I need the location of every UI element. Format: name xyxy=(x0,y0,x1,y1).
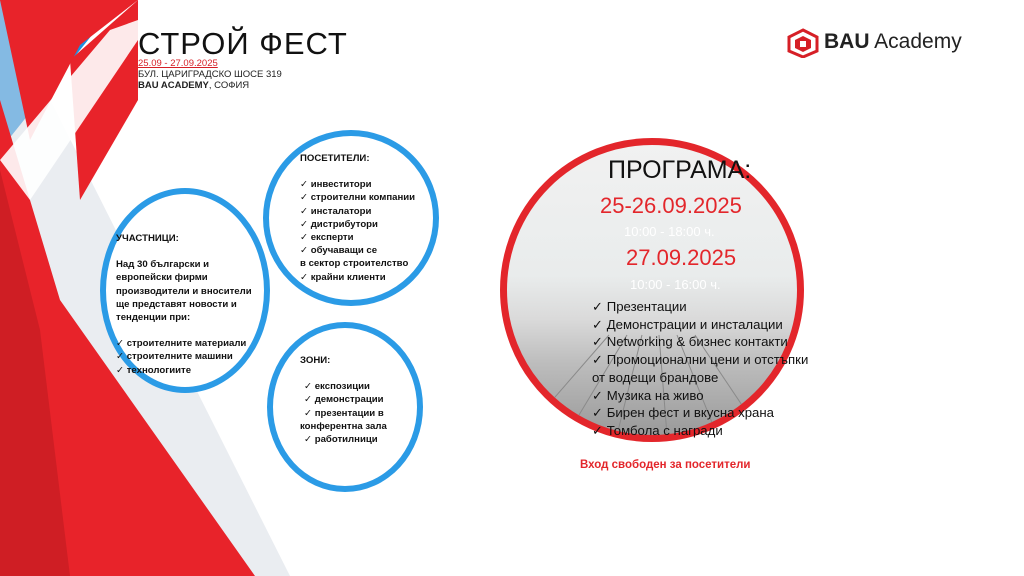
participants-list xyxy=(116,337,266,377)
participants-intro-1: Над 30 български и xyxy=(116,259,210,271)
zones-item: ✓ презентации в xyxy=(304,407,418,420)
event-dates: 25.09 - 27.09.2025 xyxy=(138,58,218,69)
visitors-item: ✓ инсталатори xyxy=(300,205,435,218)
zones-continuation: конферентна зала xyxy=(300,420,387,432)
zones-item: ✓ демонстрации xyxy=(304,393,418,406)
participants-item: ✓ строителните материали xyxy=(116,337,266,350)
participants-text xyxy=(116,232,266,377)
visitors-list xyxy=(300,178,435,257)
program-item: ✓ Музика на живо xyxy=(592,387,808,405)
visitors-list-end xyxy=(300,271,435,284)
program-title: ПРОГРАМА: xyxy=(608,156,752,184)
event-venue xyxy=(138,80,249,91)
page-title: СТРОЙ ФЕСТ xyxy=(138,26,348,61)
visitors-heading: ПОСЕТИТЕЛИ: xyxy=(300,153,370,164)
program-date-2: 27.09.2025 xyxy=(626,245,737,270)
zones-item: ✓ работилници xyxy=(304,433,418,446)
program-item: ✓ Networking & бизнес контакти xyxy=(592,333,808,351)
zones-list xyxy=(300,380,418,420)
program-item: ✓ Демонстрации и инсталации xyxy=(592,316,808,334)
program-date-1: 25-26.09.2025 xyxy=(600,193,742,218)
visitors-item: ✓ експерти xyxy=(300,231,435,244)
program-item: ✓ Презентации xyxy=(592,298,808,316)
logo-text xyxy=(824,30,962,54)
participants-intro-3: производители и вносители xyxy=(116,285,252,297)
zones-text xyxy=(300,354,418,446)
program-list xyxy=(592,298,808,440)
venue-name: BAU ACADEMY xyxy=(138,80,209,91)
program-item-continuation: от водещи брандове xyxy=(592,369,719,385)
participants-intro-2: европейски фирми xyxy=(116,272,208,284)
venue-city: , СОФИЯ xyxy=(208,80,250,91)
visitors-continuation: в сектор строителство xyxy=(300,258,409,270)
logo-brand-rest: Academy xyxy=(869,30,962,53)
visitors-item: ✓ обучаващи се xyxy=(300,244,435,257)
visitors-text xyxy=(300,152,435,284)
event-address: БУЛ. ЦАРИГРАДСКО ШОСЕ 319 xyxy=(138,69,282,80)
zones-heading: ЗОНИ: xyxy=(300,355,331,366)
program-item: ✓ Томбола с награди xyxy=(592,422,808,440)
zones-item: ✓ експозиции xyxy=(304,380,418,393)
participants-heading: УЧАСТНИЦИ: xyxy=(116,233,179,244)
participants-intro-4: ще представят новости и xyxy=(116,298,237,310)
bau-cube-logo-icon xyxy=(786,28,820,58)
program-time-1: 10:00 - 18:00 ч. xyxy=(624,224,715,239)
bau-academy-logo xyxy=(786,28,976,60)
visitors-item: ✓ дистрибутори xyxy=(300,218,435,231)
visitors-item: ✓ инвеститори xyxy=(300,178,435,191)
program-item: ✓ Промоционални цени и отстъпки xyxy=(592,351,808,369)
free-entry-note: Вход свободен за посетители xyxy=(580,459,751,471)
logo-brand: BAU xyxy=(824,30,870,53)
program-time-2: 10:00 - 16:00 ч. xyxy=(630,277,721,292)
participants-item: ✓ технологиите xyxy=(116,364,266,377)
visitors-item: ✓ крайни клиенти xyxy=(300,271,435,284)
program-item: ✓ Бирен фест и вкусна храна xyxy=(592,404,808,422)
participants-item: ✓ строителните машини xyxy=(116,350,266,363)
zones-list-end xyxy=(300,433,418,446)
visitors-item: ✓ строителни компании xyxy=(300,191,435,204)
participants-intro-5: тенденции при: xyxy=(116,312,191,324)
